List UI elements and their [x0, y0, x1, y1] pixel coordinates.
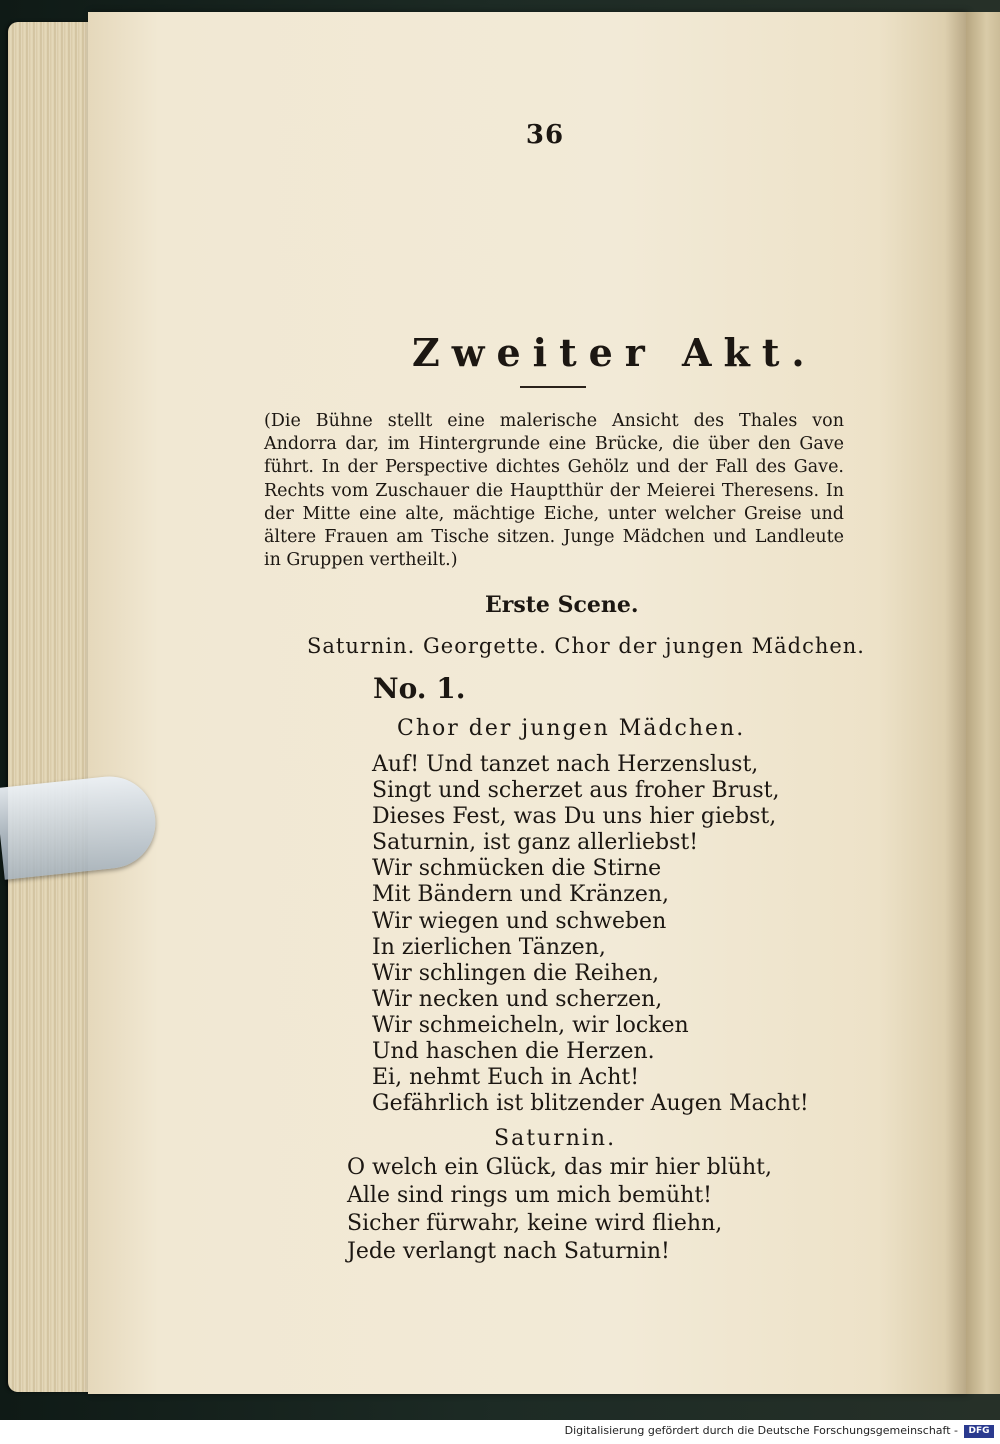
verse-line: Jede verlangt nach Saturnin! [347, 1239, 670, 1264]
chorus-heading: Chor der jungen Mädchen. [397, 716, 746, 741]
verse-line: Sicher fürwahr, keine wird fliehn, [347, 1211, 723, 1236]
verse-line: Mit Bändern und Kränzen, [372, 882, 670, 908]
verse-line: Gefährlich ist blitzender Augen Macht! [372, 1091, 809, 1117]
page-number: 36 [525, 120, 565, 150]
stage-direction-text: (Die Bühne stellt eine malerische Ansicht des Thales von Andorra dar, im Hintergrunde eine Brücke, die über den Gave führt. In der Perspective dichtes Gehölz und der Fall des Gave. Rechts vom Zuschauer die Hauptthür der Meierei Theresens. In der Mitte eine alte, mächtige Eiche, unter welcher Greise und ältere Frauen am Tische sitzen. Junge Mädchen und Landleute in Gruppen vertheilt.) [264, 411, 844, 571]
footer-credit: Digitalisierung gefördert durch die Deutsche Forschungsgemeinschaft - [564, 1424, 958, 1437]
verse-line: Singt und scherzet aus froher Brust, [372, 778, 780, 804]
verse-line: Alle sind rings um mich bemüht! [347, 1183, 713, 1208]
verse-line: Wir necken und scherzen, [372, 986, 663, 1012]
scene-title: Erste Scene. [485, 592, 639, 618]
number-label: No. 1. [373, 672, 466, 705]
footer-bar [0, 1420, 1000, 1444]
verse-line: Dieses Fest, was Du uns hier giebst, [372, 804, 777, 830]
verse-line: In zierlichen Tänzen, [372, 934, 606, 960]
act-title: Zweiter Akt. [412, 330, 817, 375]
facing-page-edge [966, 12, 1000, 1394]
dfg-logo: DFG [964, 1425, 994, 1438]
verse-line: Wir schmücken die Stirne [372, 856, 662, 882]
verse-line: Wir schlingen die Reihen, [372, 960, 660, 986]
chorus-verse [372, 752, 809, 1117]
verse-line: Wir wiegen und schweben [372, 908, 667, 934]
title-rule [520, 386, 586, 388]
verse-line: Ei, nehmt Euch in Acht! [372, 1065, 640, 1091]
verse-line: O welch ein Glück, das mir hier blüht, [347, 1155, 772, 1180]
verse-line: Und haschen die Herzen. [372, 1039, 655, 1065]
saturnin-verse [347, 1154, 772, 1266]
verse-line: Saturnin, ist ganz allerliebst! [372, 830, 699, 856]
verse-line: Auf! Und tanzet nach Herzenslust, [372, 752, 759, 777]
verse-line: Wir schmeicheln, wir locken [372, 1012, 689, 1038]
page-gutter-shadow [945, 12, 967, 1394]
saturnin-heading: Saturnin. [494, 1126, 617, 1151]
persons-list: Saturnin. Georgette. Chor der jungen Mädchen. [307, 634, 865, 658]
stage-direction [264, 410, 844, 572]
